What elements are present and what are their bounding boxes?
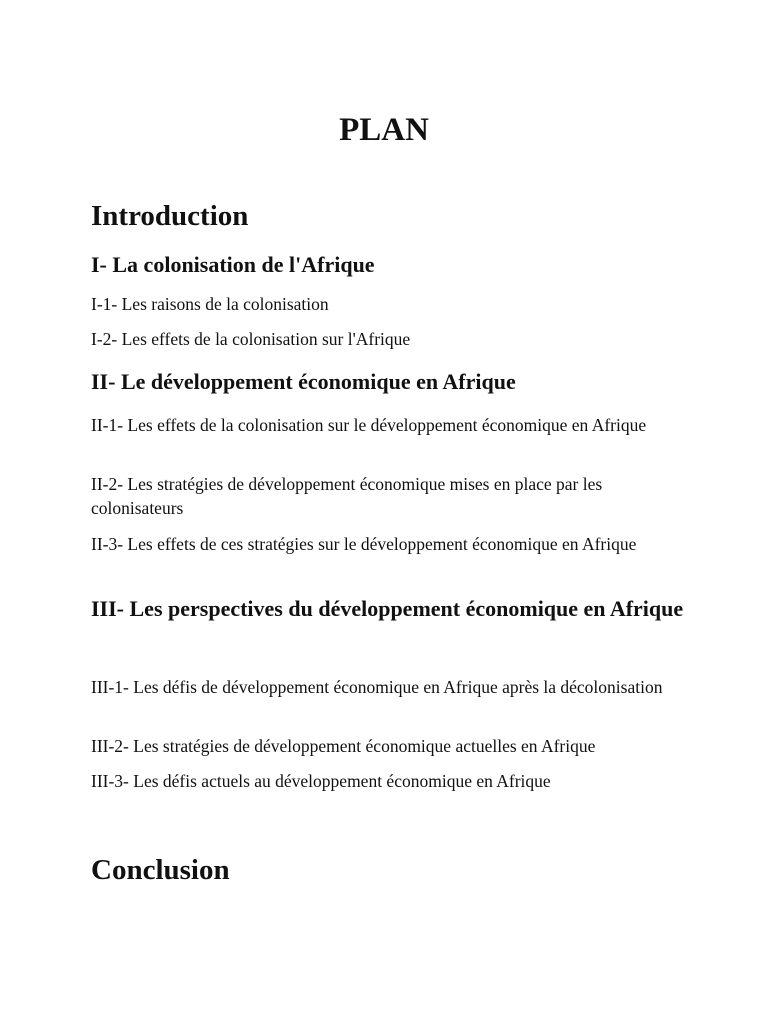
page-title: PLAN [339,112,429,148]
introduction-heading: Introduction [91,200,249,232]
section-3-3: III-3- Les défis actuels au développement économique en Afrique [91,771,551,791]
section-1-1: I-1- Les raisons de la colonisation [91,294,329,314]
part-2-heading: II- Le développement économique en Afrique [91,369,516,394]
section-2-3: II-3- Les effets de ces stratégies sur le développement économique en Afrique [91,534,637,554]
section-2-1: II-1- Les effets de la colonisation sur le développement économique en Afrique [91,415,647,435]
part-3-heading: III- Les perspectives du développement économique en Afrique [91,596,684,621]
section-2-2: II-2- Les stratégies de développement économique mises en place par les colonisateurs [91,474,603,518]
section-3-2: III-2- Les stratégies de développement économique actuelles en Afrique [91,736,596,756]
section-1-2: I-2- Les effets de la colonisation sur l'Afrique [91,329,411,349]
part-1-heading: I- La colonisation de l'Afrique [91,252,375,277]
conclusion-heading: Conclusion [91,854,230,886]
section-3-1: III-1- Les défis de développement économique en Afrique après la décolonisation [91,677,663,697]
